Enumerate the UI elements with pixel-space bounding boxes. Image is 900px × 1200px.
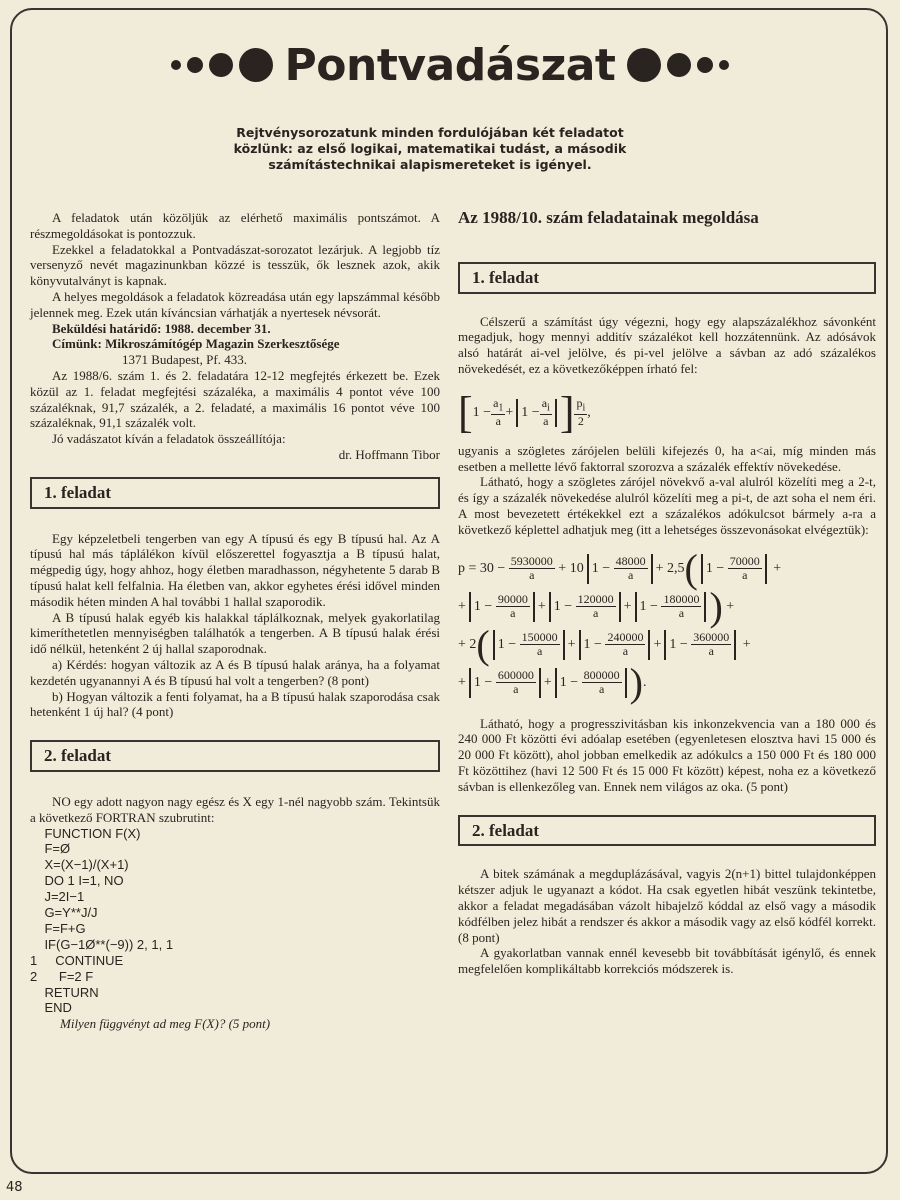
intro-text: Rejtvénysorozatunk minden fordulójában két feladatot közlünk: az első logikai, matematikai tudást, a második számítástechnikai alapismereteket is igényel.: [233, 125, 627, 172]
code-line: F=F+G: [30, 920, 86, 936]
paragraph: Az 1988/6. szám 1. és 2. feladatára 12-12 megfejtés érkezett be. Ezek közül az 1. feladat megfejtési százaléka, a maximális 4 pontot véve 100 százaléknak, 91,7 százalék, a 2. feladaté, a maximális 16 pontot véve 100 százaléknak, 91,1 százalék volt.: [30, 367, 440, 431]
code-line: FUNCTION F(X): [30, 825, 141, 841]
paragraph: a) Kérdés: hogyan változik az A és B típusú halak aránya, ha a folyamat kezdetén ugyanannyi A és B típusú hal volt a tengerben? (8 pont): [30, 656, 440, 688]
paragraph: A B típusú halak egyéb kis halakkal táplálkoznak, melyek gyakorlatilag kimeríthetetlen mennyiségben találhatók a tengerben. A B típusú halak érési idő nélkül, hetenként 2 új hallal szaporodnak.: [30, 609, 440, 657]
title-row: [0, 30, 900, 100]
fortran-code: [30, 826, 440, 1017]
code-line: IF(G−1Ø**(−9)) 2, 1, 1: [30, 936, 174, 952]
paragraph: Jó vadászatot kíván a feladatok összeállítója:: [52, 431, 286, 447]
left-column: [30, 210, 440, 1032]
formula-large: p = 30 − $\frac{5930000}{a}$ + 10 1 − $\frac{48000}{a}$ + 2,5 ( 1 − $\frac{70000}{a}$ + + 1 − $\frac{90000}{a}$ + 1 − $\frac{120000}{a}$ + 1 − $\frac{180000}{a}$ ) + + 2 ( 1 − $\frac{150000}{a}$ + 1 − $\frac{240000}{a}$ + 1 − $\frac{360000}{a}$ + + 1 − $\frac{600000}{a}$ + 1 − $\frac{800000}{a}$ ) .: [458, 545, 782, 705]
dot-decoration: [697, 57, 713, 73]
dot-decoration: [719, 60, 729, 70]
code-line: RETURN: [30, 984, 99, 1000]
formula-small: [ 1 − $\frac{a_1}{a}$ + 1 − $\frac{a_i}{a}$ ] $\frac{p_i}{2}$ ,: [458, 387, 591, 437]
paragraph: ugyanis a szögletes zárójelen belüli kifejezés 0, ha a<ai, míg minden más esetben a mellette lévő faktorral szorozva a százalék effektív növekedése.: [458, 442, 876, 474]
section-heading: 2. feladat: [458, 815, 876, 847]
address-line2: 1371 Budapest, Pf. 433.: [122, 352, 247, 368]
paragraph: NO egy adott nagyon nagy egész és X egy 1-nél nagyobb szám. Tekintsük a következő FORTRAN szubrutint:: [30, 793, 440, 825]
paragraph: Látható, hogy a progresszivitásban kis inkonzekvencia van a 180 000 és 240 000 Ft közötti évi adóalap esetében (egyenletesen elosztva havi 15 000 és 20 000 Ft között), ahol jobban emelkedik az adókulcs a 150 000 Ft és 180 000 Ft közöttihez (havi 12 500 Ft és 15 000 Ft között) képest, noha ez a következő sávban is ellenkezőleg van. Ennek nem világos az oka. (5 pont): [458, 715, 876, 794]
solutions-heading: Az 1988/10. szám feladatainak megoldása: [458, 208, 759, 227]
dot-decoration: [627, 48, 661, 82]
paragraph: A feladatok után közöljük az elérhető maximális pontszámot. A részmegoldásokat is pontozzuk.: [30, 210, 440, 241]
code-line: 1 CONTINUE: [30, 952, 124, 968]
right-column: [458, 210, 876, 977]
code-line: F=Ø: [30, 841, 71, 857]
code-line: X=(X−1)/(X+1): [30, 857, 129, 873]
deadline: Beküldési határidő: 1988. december 31.: [52, 320, 271, 336]
dot-decoration: [187, 57, 203, 73]
code-line: G=Y**J/J: [30, 905, 98, 921]
dot-decoration: [209, 53, 233, 77]
dot-decoration: [239, 48, 273, 82]
paragraph: Ezekkel a feladatokkal a Pontvadászat-sorozatot lezárjuk. A legjobb tíz versenyző nevét magazinunkban közzé is tesszük, ők lesznek azok, akik könyvutalványt is kapnak.: [30, 241, 440, 289]
code-line: END: [30, 1000, 72, 1016]
paragraph: Célszerű a számítást úgy végezni, hogy egy alapszázalékhoz sávonként megadjuk, hogy mennyi additív százalékot kell hozzátennünk. Az adósávok alsó határát ai-vel jelölve, és pi-vel jelölve a sávban az adó százalékos növekedését, ez a következőképpen írható fel:: [458, 313, 876, 376]
signature: dr. Hoffmann Tibor: [338, 446, 440, 462]
code-line: DO 1 I=1, NO: [30, 873, 124, 889]
section-heading: 1. feladat: [458, 262, 876, 294]
dot-decoration: [171, 60, 181, 70]
paragraph: Egy képzeletbeli tengerben van egy A típusú és egy B típusú hal. Az A típusú hal más táplálékon kívül előszerettel fogyasztja a B típusú halat, mégpedig úgy, hogy ahhoz, hogy életben maradhasson, négyhetente 5 darab B típusú halat kell felfalnia. Ha életben van, akkor egyhetes érési idővel minden második héten minden A hal további 1 hallal szaporodik.: [30, 530, 440, 609]
code-line: J=2I−1: [30, 889, 85, 905]
page-number: 48: [6, 1180, 23, 1195]
paragraph: b) Hogyan változik a fenti folyamat, ha a B típusú halak szaporodása csak hetenként 1 új hal? (4 pont): [30, 688, 440, 720]
page-title: Pontvadászat: [284, 39, 616, 91]
section-heading: 2. feladat: [30, 740, 440, 772]
code-line: 2 F=2 F: [30, 968, 94, 984]
address: Címünk: Mikroszámítógép Magazin Szerkesztősége: [52, 336, 340, 352]
paragraph: Látható, hogy a szögletes zárójel növekvő a-val alulról közelíti meg a 2-t, és így a százalék növekedése alulról közelíti meg a pi-t, de azt soha el nem éri. A most bevezetett értékekkel ezt a százalékos adókulcsot bármely a-ra a következő képlettel adhatjuk meg (itt a lehetséges összevonásokat elvégeztük):: [458, 474, 876, 537]
question: Milyen függvényt ad meg F(X)? (5 pont): [60, 1016, 271, 1032]
paragraph: A bitek számának a megduplázásával, vagyis 2(n+1) bittel tulajdonképpen kétszer adjuk le ugyanazt a kódot. Ha csak egyetlen hibát veszünk tekintetbe, akkor a feladat megadásában vázolt hibajelző kóddal az első vagy a második kódfélben jelez hibát a rendszer és akkor a második vagy az első kódfél korrekt. (8 pont): [458, 866, 876, 945]
section-heading: 1. feladat: [30, 477, 440, 509]
paragraph: A helyes megoldások a feladatok közreadása után egy lapszámmal később jelennek meg. Ezek után kíváncsian várhatják a nyertesek névsorát.: [30, 288, 440, 320]
paragraph: A gyakorlatban vannak ennél kevesebb bit továbbítását igénylő, és ennek megfelelően komplikáltabb korrekciós módszerek is.: [458, 945, 876, 977]
dot-decoration: [667, 53, 691, 77]
